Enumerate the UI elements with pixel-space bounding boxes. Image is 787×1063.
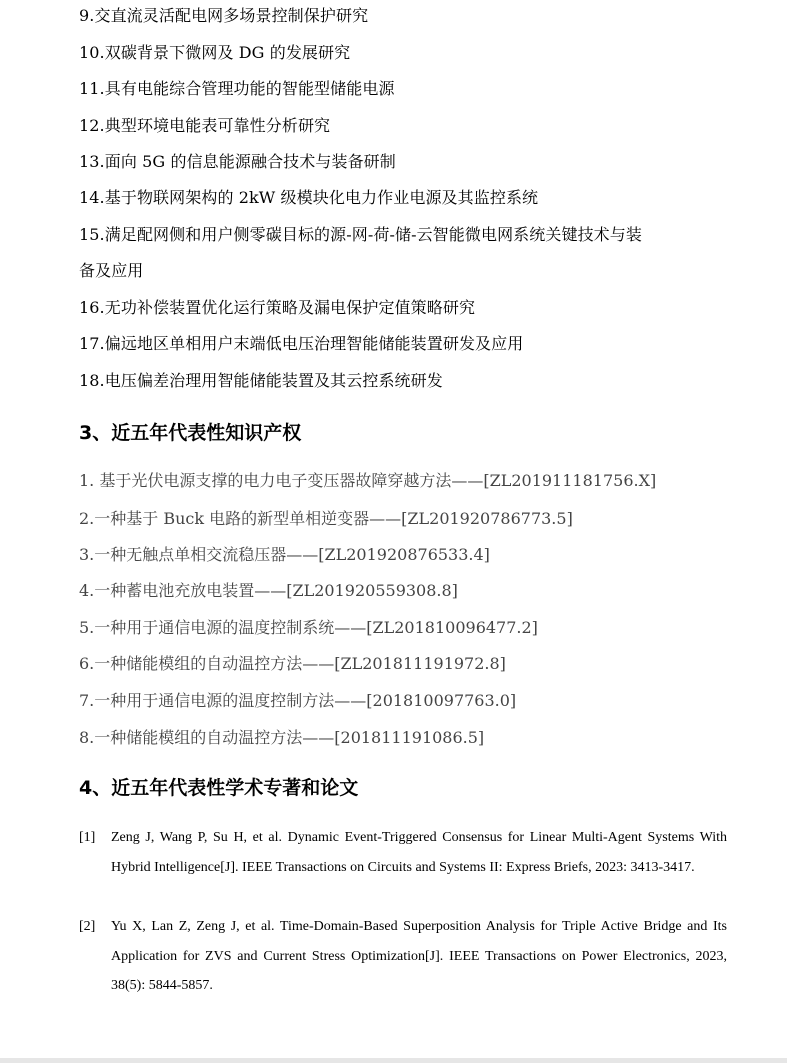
project-item-14: 14.基于物联网架构的 2kW 级模块化电力作业电源及其监控系统: [79, 188, 539, 207]
reference-text: Zeng J, Wang P, Su H, et al. Dynamic Event-Triggered Consensus for Linear Multi-Agent Systems With Hybrid Intelligence[J]. IEEE Transactions on Circuits and Systems II: Express Briefs, 2023: 3413-3417.: [111, 830, 727, 875]
ip-item: 7.一种用于通信电源的温度控制方法——[201810097763.0]: [79, 691, 517, 710]
project-item-13: 13.面向 5G 的信息能源融合技术与装备研制: [79, 152, 396, 171]
project-item-12: 12.典型环境电能表可靠性分析研究: [79, 116, 331, 135]
ip-item: 2.一种基于 Buck 电路的新型单相逆变器——[ZL201920786773.5]: [79, 509, 573, 528]
ip-item: 6.一种储能模组的自动温控方法——[ZL201811191972.8]: [79, 654, 506, 673]
project-item-16: 16.无功补偿装置优化运行策略及漏电保护定值策略研究: [79, 298, 476, 317]
ip-item: 5.一种用于通信电源的温度控制系统——[ZL201810096477.2]: [79, 618, 538, 637]
reference-text: Yu X, Lan Z, Zeng J, et al. Time-Domain-Based Superposition Analysis for Triple Active Bridge and Its Application for ZVS and Current Stress Optimization[J]. IEEE Transactions on Power Electronics, 2023, 38(5): 5844-5857.: [111, 919, 727, 993]
ip-item: 1. 基于光伏电源支撑的电力电子变压器故障穿越方法——[ZL201911181756.X]: [79, 471, 657, 490]
project-item-11: 11.具有电能综合管理功能的智能型储能电源: [79, 79, 395, 98]
reference-entry: [79, 823, 727, 882]
ip-section-heading: 3、近五年代表性知识产权: [79, 422, 302, 444]
papers-section-heading: 4、近五年代表性学术专著和论文: [79, 777, 359, 799]
project-item-9: 9.交直流灵活配电网多场景控制保护研究: [79, 6, 369, 25]
project-item-18: 18.电压偏差治理用智能储能装置及其云控系统研发: [79, 371, 443, 390]
project-item-10: 10.双碳背景下微网及 DG 的发展研究: [79, 43, 351, 62]
reference-number: [2]: [79, 919, 96, 934]
project-item-15-cont: 备及应用: [79, 261, 144, 280]
project-item-17: 17.偏远地区单相用户末端低电压治理智能储能装置研发及应用: [79, 334, 524, 353]
reference-entry: [79, 912, 727, 1001]
ip-item: 3.一种无触点单相交流稳压器——[ZL201920876533.4]: [79, 545, 490, 564]
page-bottom-edge: [0, 1058, 787, 1063]
reference-number: [1]: [79, 830, 96, 845]
ip-item: 8.一种储能模组的自动温控方法——[201811191086.5]: [79, 728, 485, 747]
ip-item: 4.一种蓄电池充放电装置——[ZL201920559308.8]: [79, 581, 458, 600]
project-item-15: 15.满足配网侧和用户侧零碳目标的源-网-荷-储-云智能微电网系统关键技术与装: [79, 225, 642, 244]
